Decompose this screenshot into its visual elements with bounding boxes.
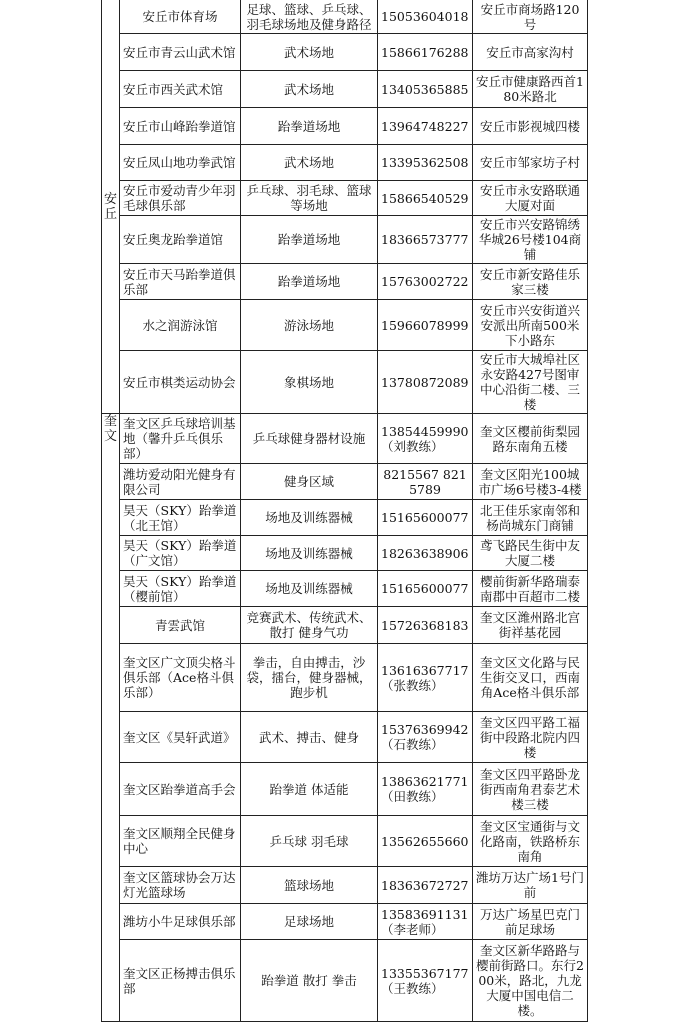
phone-cell: 13395362508 xyxy=(378,145,473,181)
facility-cell: 武术、搏击、健身 xyxy=(241,712,378,763)
venue-name: 奎文区篮球协会万达灯光篮球场 xyxy=(120,867,241,904)
table-row xyxy=(102,351,588,414)
facility-cell: 场地及训练器械 xyxy=(241,500,378,536)
address-cell: 安丘市新安路佳乐家三楼 xyxy=(473,264,588,300)
table-row xyxy=(102,0,588,34)
address-cell: 潍坊万达广场1号门前 xyxy=(473,867,588,904)
table-row xyxy=(102,216,588,264)
table-row xyxy=(102,940,588,1022)
venue-name: 昊天（SKY）跆拳道（北王馆） xyxy=(120,500,241,536)
address-cell: 奎文区樱前街梨园路东南角五楼 xyxy=(473,414,588,464)
phone-cell: 15726368183 xyxy=(378,607,473,644)
phone-cell: 13863621771（田教练） xyxy=(378,763,473,816)
venue-name: 奎文区顺翔全民健身中心 xyxy=(120,816,241,867)
address-cell: 鸢飞路民生街中友大厦二楼 xyxy=(473,536,588,571)
table-row xyxy=(102,816,588,867)
table-row xyxy=(102,71,588,108)
facility-cell: 篮球场地 xyxy=(241,867,378,904)
address-cell: 安丘市兴安街道兴安派出所南500米下小路东 xyxy=(473,300,588,351)
phone-cell: 13355367177（王教练） xyxy=(378,940,473,1022)
table-row xyxy=(102,34,588,71)
facility-cell: 跆拳道场地 xyxy=(241,216,378,264)
table-row xyxy=(102,571,588,607)
venue-name: 奎文区广文顶尖格斗俱乐部（Ace格斗俱乐部） xyxy=(120,644,241,712)
address-cell: 奎文区文化路与民生街交叉口，西南角Ace格斗俱乐部 xyxy=(473,644,588,712)
address-cell: 安丘市兴安路锦绣华城26号楼104商铺 xyxy=(473,216,588,264)
phone-cell: 13562655660 xyxy=(378,816,473,867)
table-row xyxy=(102,536,588,571)
phone-cell: 15165600077 xyxy=(378,571,473,607)
venue-name: 青雲武馆 xyxy=(120,607,241,644)
address-cell: 安丘市高家沟村 xyxy=(473,34,588,71)
phone-cell: 15053604018 xyxy=(378,0,473,34)
phone-cell: 15866540529 xyxy=(378,181,473,216)
facility-cell: 乒乓球、羽毛球、篮球等场地 xyxy=(241,181,378,216)
phone-cell: 13854459990（刘教练） xyxy=(378,414,473,464)
phone-cell: 18363672727 xyxy=(378,867,473,904)
address-cell: 奎文区四平路卧龙街西南角君泰艺术楼三楼 xyxy=(473,763,588,816)
venue-name: 奎文区跆拳道高手会 xyxy=(120,763,241,816)
table-row xyxy=(102,414,588,464)
venue-name: 潍坊小牛足球俱乐部 xyxy=(120,904,241,940)
venue-name: 奎文区乒乓球培训基地（馨升乒乓俱乐部） xyxy=(120,414,241,464)
phone-cell: 13780872089 xyxy=(378,351,473,414)
table-row xyxy=(102,300,588,351)
district-label: 奎文 xyxy=(104,414,118,444)
facility-cell: 武术场地 xyxy=(241,71,378,108)
venue-name: 奎文区正杨搏击俱乐部 xyxy=(120,940,241,1022)
phone-cell: 18366573777 xyxy=(378,216,473,264)
table-row xyxy=(102,763,588,816)
phone-cell: 13616367717（张教练） xyxy=(378,644,473,712)
address-cell: 安丘市永安路联通大厦对面 xyxy=(473,181,588,216)
district-cell xyxy=(102,0,120,414)
venue-name: 水之润游泳馆 xyxy=(120,300,241,351)
facility-cell: 足球场地 xyxy=(241,904,378,940)
table-row xyxy=(102,181,588,216)
address-cell: 奎文区新华路路与樱前街路口。东行200米，路北，九龙大厦中国电信二楼。 xyxy=(473,940,588,1022)
facility-cell: 跆拳道场地 xyxy=(241,108,378,145)
phone-cell: 13964748227 xyxy=(378,108,473,145)
table-row xyxy=(102,867,588,904)
venue-name: 奎文区《昊轩武道》 xyxy=(120,712,241,763)
address-cell: 樱前街新华路瑞泰南郡中百超市二楼 xyxy=(473,571,588,607)
phone-cell: 13583691131（李老师） xyxy=(378,904,473,940)
district-cell xyxy=(102,414,120,1022)
district-label: 安丘 xyxy=(104,191,118,222)
phone-cell: 15866176288 xyxy=(378,34,473,71)
phone-cell: 8215567 8215789 xyxy=(378,464,473,500)
facility-cell: 象棋场地 xyxy=(241,351,378,414)
phone-cell: 18263638906 xyxy=(378,536,473,571)
phone-cell: 15966078999 xyxy=(378,300,473,351)
table-row xyxy=(102,264,588,300)
facility-cell: 武术场地 xyxy=(241,145,378,181)
table-row xyxy=(102,500,588,536)
facility-cell: 乒乓球健身器材设施 xyxy=(241,414,378,464)
venue-name: 安丘凤山地功拳武馆 xyxy=(120,145,241,181)
venue-table xyxy=(101,0,588,1022)
address-cell: 奎文区四平路工福街中段路北院内四楼 xyxy=(473,712,588,763)
phone-cell: 15763002722 xyxy=(378,264,473,300)
address-cell: 北王佳乐家南邻和杨尚城东门商铺 xyxy=(473,500,588,536)
facility-cell: 跆拳道场地 xyxy=(241,264,378,300)
facility-cell: 足球、篮球、乒乓球、羽毛球场地及健身路径 xyxy=(241,0,378,34)
phone-cell: 15376369942（石教练） xyxy=(378,712,473,763)
venue-name: 安丘市天马跆拳道俱乐部 xyxy=(120,264,241,300)
address-cell: 万达广场星巴克门前足球场 xyxy=(473,904,588,940)
venue-name: 安丘市山峰跆拳道馆 xyxy=(120,108,241,145)
venue-name: 安丘市体育场 xyxy=(120,0,241,34)
facility-cell: 武术场地 xyxy=(241,34,378,71)
table-row xyxy=(102,607,588,644)
facility-cell: 拳击，自由搏击，沙袋，擂台，健身器械，跑步机 xyxy=(241,644,378,712)
venue-name: 安丘市爱动青少年羽毛球俱乐部 xyxy=(120,181,241,216)
facility-cell: 游泳场地 xyxy=(241,300,378,351)
facility-cell: 跆拳道 体适能 xyxy=(241,763,378,816)
phone-cell: 13405365885 xyxy=(378,71,473,108)
phone-cell: 15165600077 xyxy=(378,500,473,536)
address-cell: 奎文区潍州路北宫街祥基花园 xyxy=(473,607,588,644)
address-cell: 安丘市健康路西首180米路北 xyxy=(473,71,588,108)
venue-name: 安丘市青云山武术馆 xyxy=(120,34,241,71)
facility-cell: 健身区域 xyxy=(241,464,378,500)
address-cell: 奎文区宝通街与文化路南，铁路桥东南角 xyxy=(473,816,588,867)
table-row xyxy=(102,464,588,500)
facility-cell: 乒乓球 羽毛球 xyxy=(241,816,378,867)
venue-name: 潍坊爱动阳光健身有限公司 xyxy=(120,464,241,500)
table-row xyxy=(102,145,588,181)
address-cell: 奎文区阳光100城市广场6号楼3-4楼 xyxy=(473,464,588,500)
address-cell: 安丘市商场路120号 xyxy=(473,0,588,34)
table-row xyxy=(102,712,588,763)
venue-name: 安丘奥龙跆拳道馆 xyxy=(120,216,241,264)
table-row xyxy=(102,904,588,940)
address-cell: 安丘市邹家坊子村 xyxy=(473,145,588,181)
venue-name: 昊天（SKY）跆拳道（广文馆） xyxy=(120,536,241,571)
facility-cell: 竞赛武术、传统武术、散打 健身气功 xyxy=(241,607,378,644)
facility-cell: 场地及训练器械 xyxy=(241,571,378,607)
table-row xyxy=(102,108,588,145)
table-row xyxy=(102,644,588,712)
venue-name: 安丘市西关武术馆 xyxy=(120,71,241,108)
address-cell: 安丘市影视城四楼 xyxy=(473,108,588,145)
facility-cell: 场地及训练器械 xyxy=(241,536,378,571)
venue-name: 安丘市棋类运动协会 xyxy=(120,351,241,414)
facility-cell: 跆拳道 散打 拳击 xyxy=(241,940,378,1022)
address-cell: 安丘市大城埠社区永安路427号图审中心沿街二楼、三楼 xyxy=(473,351,588,414)
venue-name: 昊天（SKY）跆拳道（樱前馆） xyxy=(120,571,241,607)
